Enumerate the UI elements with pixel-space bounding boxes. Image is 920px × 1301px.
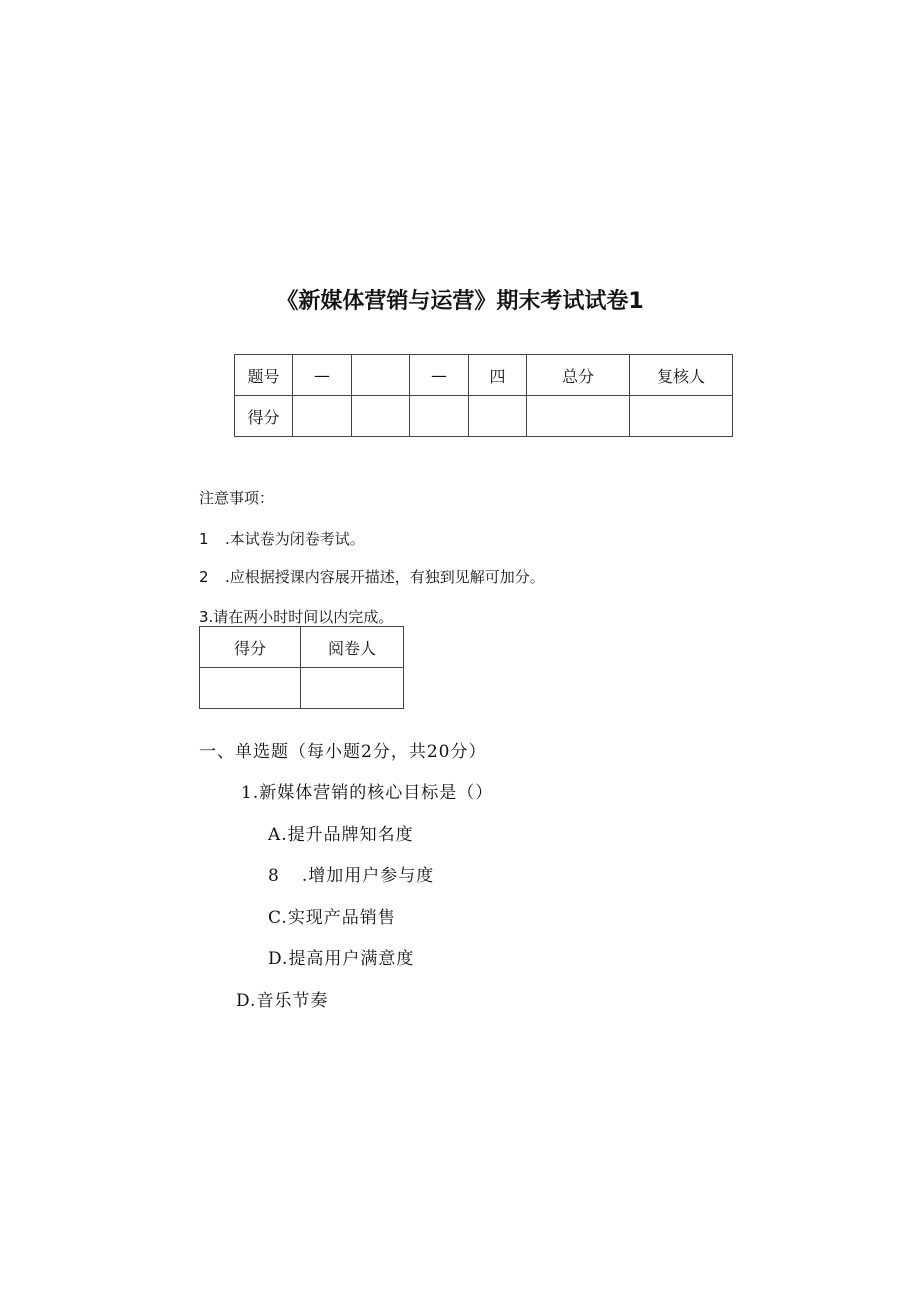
question-1: 1.新媒体营销的核心目标是（） [241,783,494,803]
score-cell[interactable] [469,396,527,437]
score-cell[interactable] [410,396,469,437]
header-cell-total: 总分 [527,355,630,396]
grader-name-cell[interactable] [301,668,404,709]
score-table-header-row [235,355,733,396]
header-cell-part-4: 四 [469,355,527,396]
score-cell[interactable] [352,396,410,437]
header-cell-part-3: — [410,355,469,396]
score-table [234,354,733,437]
note-number: 1 [199,530,209,548]
option-d [268,944,414,969]
option-label: D. [268,949,289,969]
option-text: .增加用户参与度 [301,866,435,886]
notes-heading: 注意事项： [199,489,275,507]
header-cell-part-1: — [293,355,352,396]
grader-score-label: 得分 [200,627,301,668]
option-label: A. [268,825,288,845]
option-label: D. [236,991,257,1011]
score-label-cell: 得分 [235,396,293,437]
option-text: 提升品牌知名度 [287,825,414,845]
page-title: 《新媒体营销与运营》期末考试试卷1 [276,289,644,314]
grader-table-header-row [200,627,404,668]
score-table-score-row [235,396,733,437]
option-text: 音乐节奏 [256,991,329,1011]
score-cell-reviewer[interactable] [630,396,733,437]
score-cell[interactable] [293,396,352,437]
option-label: C. [268,908,288,928]
header-cell-reviewer: 复核人 [630,355,733,396]
note-item [199,528,365,549]
grader-table [199,626,404,709]
option-text: 提高用户满意度 [288,949,415,969]
note-text: .应根据授课内容展开描述，有独到见解可加分。 [225,568,545,586]
note-text: .本试卷为闭卷考试。 [225,530,365,548]
option-b [268,861,434,886]
option-label: 8 [268,866,280,886]
option-a [268,820,414,845]
grader-table-entry-row [200,668,404,709]
note-item [199,606,393,627]
note-item [199,566,545,587]
note-number: 2 [199,568,209,586]
option-c [268,903,396,928]
option-extra [236,986,328,1011]
grader-name-label: 阅卷人 [301,627,404,668]
note-text: 3.请在两小时时间以内完成。 [199,608,394,626]
header-cell-question-number: 题号 [235,355,293,396]
option-text: 实现产品销售 [287,908,396,928]
header-cell-part-2 [352,355,410,396]
grader-score-cell[interactable] [200,668,301,709]
section-heading: 一、单选题（每小题2分，共20分） [199,742,487,762]
score-cell-total[interactable] [527,396,630,437]
